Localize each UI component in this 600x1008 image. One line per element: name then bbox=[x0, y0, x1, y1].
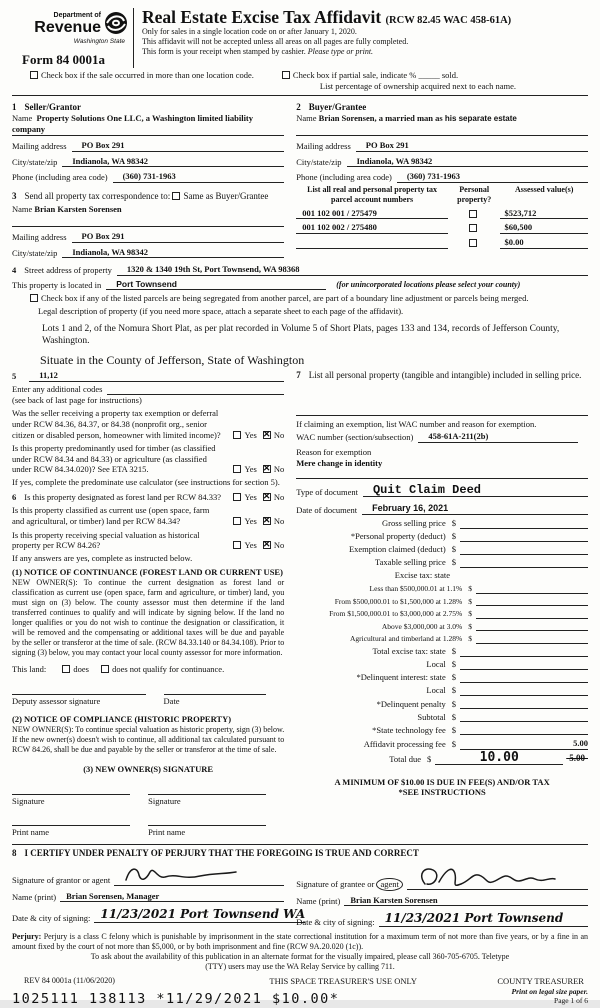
tax-row bbox=[296, 544, 588, 555]
section7-header: 7 List all personal property (tangible and intangible) included in selling price. bbox=[296, 370, 582, 381]
phone-label: Phone (including area code) bbox=[12, 172, 108, 183]
tax-rate-value[interactable] bbox=[476, 596, 588, 606]
footer bbox=[12, 976, 588, 987]
signature-label: Signature bbox=[12, 795, 45, 806]
does-checkbox[interactable] bbox=[62, 665, 70, 673]
yes-label: Yes bbox=[244, 540, 257, 551]
tax-row-label: Subtotal bbox=[417, 711, 446, 722]
tax-row-value[interactable] bbox=[460, 660, 588, 670]
tax-row-value[interactable] bbox=[460, 647, 588, 657]
question-text: Was the seller receiving a property tax exemption or deferral under RCW 84.36, 84.37, or 84.38 (nonprofit org., senior citizen or disabled person, homeowner with limited income)? bbox=[12, 408, 221, 440]
grantee-certify-column bbox=[294, 859, 588, 927]
header bbox=[12, 8, 588, 68]
tax-row-value[interactable]: 5.00 bbox=[460, 738, 588, 750]
dollar-sign: $ bbox=[451, 672, 456, 683]
tax-row bbox=[296, 699, 588, 710]
dollar-sign: $ bbox=[451, 738, 456, 749]
rev-number: REV 84 0001a (11/06/2020) bbox=[24, 976, 115, 986]
section3-header: 3 Send all property tax correspondence to: Same as Buyer/Grantee bbox=[12, 191, 269, 201]
section8-header: 8 I CERTIFY UNDER PENALTY OF PERJURY THAT THE FOREGOING IS TRUE AND CORRECT bbox=[12, 847, 419, 858]
treasurer-use-label: THIS SPACE TREASURER'S USE ONLY bbox=[269, 976, 417, 987]
seller-mailing-row bbox=[12, 140, 284, 152]
tax-row-label: Exemption claimed (deduct) bbox=[348, 544, 446, 555]
dollar-sign: $ bbox=[468, 584, 472, 594]
perjury-label: Perjury: bbox=[12, 932, 42, 942]
tax-rate-label: From $500,000.01 to $1,500,000 at 1.28% bbox=[334, 596, 463, 606]
tax-row-label: *Delinquent penalty bbox=[376, 698, 446, 709]
tax-row bbox=[296, 646, 588, 657]
segregation-checkbox[interactable] bbox=[30, 294, 38, 302]
subtitle-line-1: Only for sales in a single location code on or after January 1, 2020. bbox=[142, 27, 357, 37]
question-text: Is this property classified as current use (open space, farm and agricultural, or timber) land per RCW 84.34? bbox=[12, 505, 210, 526]
dollar-sign: $ bbox=[426, 754, 432, 765]
parcel-table bbox=[296, 185, 588, 249]
buyer-column bbox=[294, 99, 588, 259]
section2-header: 2 Buyer/Grantee bbox=[296, 101, 367, 112]
grantor-date-row bbox=[12, 907, 306, 923]
print-name-label: Print name bbox=[12, 827, 50, 838]
total-due-struck-value: -5.00- bbox=[566, 753, 588, 764]
yes-label: Yes bbox=[244, 515, 257, 526]
document-date-label: Date of document bbox=[296, 504, 358, 515]
grantor-name-value[interactable]: Brian Sorensen, Manager bbox=[60, 891, 284, 903]
tax-rate-label: Above $3,000,000 at 3.0% bbox=[381, 621, 463, 631]
additional-codes-value[interactable] bbox=[107, 385, 284, 395]
right-column bbox=[294, 370, 588, 837]
mailing-label: Mailing address bbox=[12, 141, 67, 152]
divider bbox=[12, 844, 588, 845]
dollar-sign: $ bbox=[451, 517, 456, 528]
document-type-row bbox=[296, 484, 588, 497]
no-label: No bbox=[273, 515, 285, 526]
multi-location-checkbox[interactable] bbox=[30, 71, 38, 79]
form-number: Form 84 0001a bbox=[22, 52, 106, 68]
seller-name-field[interactable] bbox=[12, 113, 284, 136]
grantee-signature-label: Signature of grantee or agent bbox=[296, 879, 407, 890]
tax-row bbox=[296, 672, 588, 683]
this-land-label: This land: bbox=[12, 664, 47, 674]
tax-row bbox=[296, 685, 588, 696]
correspondence-name-value: Brian Karsten Sorensen bbox=[34, 204, 122, 215]
logo-revenue-text: Revenue bbox=[34, 19, 101, 37]
notice2-title: (2) NOTICE OF COMPLIANCE (HISTORIC PROPERTY) bbox=[12, 714, 232, 725]
document-date-row bbox=[296, 503, 588, 515]
tax-rate-row bbox=[296, 584, 588, 594]
buyer-mailing-row bbox=[296, 140, 588, 152]
dollar-sign: $ bbox=[451, 557, 456, 568]
yes-no-group bbox=[227, 430, 284, 441]
no-checkbox[interactable] bbox=[263, 431, 271, 439]
tax-row-label: Total excise tax: state bbox=[372, 646, 446, 656]
wac-number-label: WAC number (section/subsection) bbox=[296, 432, 414, 443]
tax-row-label: Taxable selling price bbox=[375, 557, 446, 568]
additional-codes-label: Enter any additional codes bbox=[12, 384, 103, 394]
divider bbox=[12, 95, 588, 96]
seller-city-row bbox=[12, 156, 284, 168]
yes-checkbox[interactable] bbox=[233, 541, 241, 549]
name-print-label: Name (print) bbox=[12, 891, 57, 902]
minimum-fee-note: A MINIMUM OF $10.00 IS DUE IN FEE(S) AND/OR TAX bbox=[334, 776, 550, 787]
tax-row bbox=[296, 712, 588, 723]
buyer-name-value-2: his separate estate bbox=[444, 113, 517, 123]
dollar-sign: $ bbox=[468, 634, 472, 644]
county-treasurer-label: COUNTY TREASURER bbox=[497, 976, 584, 987]
dor-logo-icon bbox=[103, 10, 129, 36]
question-row bbox=[12, 505, 284, 526]
notice1-title: (1) NOTICE OF CONTINUANCE (FOREST LAND OR CURRENT USE) bbox=[12, 567, 283, 578]
reason-exemption-value[interactable]: Mere change in identity bbox=[296, 457, 383, 468]
wac-number-row bbox=[296, 431, 588, 443]
tax-row-value[interactable] bbox=[460, 673, 588, 683]
no-checkbox[interactable] bbox=[263, 465, 271, 473]
mailing-label: Mailing address bbox=[296, 140, 351, 151]
logo-state-text: Washington State bbox=[73, 38, 125, 45]
question-row bbox=[12, 492, 284, 503]
yes-checkbox[interactable] bbox=[233, 493, 241, 501]
assessed-value[interactable]: $523,712 bbox=[500, 208, 588, 220]
tax-row-label: *Delinquent interest: state bbox=[356, 672, 446, 683]
section5-note: If yes, complete the predominate use calculator (see instructions for section 5). bbox=[12, 477, 280, 487]
top-checkbox-row bbox=[30, 70, 588, 91]
tax-rate-row bbox=[296, 634, 588, 644]
dor-logo-block bbox=[12, 8, 134, 68]
parcel-number[interactable] bbox=[296, 239, 448, 249]
yes-label: Yes bbox=[244, 491, 257, 502]
total-due-value[interactable]: 10.00 bbox=[435, 752, 563, 765]
tax-row-value[interactable] bbox=[460, 699, 588, 709]
codes-note: (see back of last page for instructions) bbox=[12, 394, 142, 405]
legal-description-value[interactable]: Lots 1 and 2, of the Nomura Short Plat, as per plat recorded in Volume 5 of Short Plats, pages 133 and 134, records of Jefferson County, Washington. bbox=[42, 323, 560, 346]
seller-city-value[interactable]: Indianola, WA 98342 bbox=[62, 156, 284, 168]
dollar-sign: $ bbox=[468, 621, 472, 631]
tax-row-value[interactable] bbox=[460, 545, 588, 555]
yes-no-group bbox=[227, 516, 284, 527]
partial-sale-sublabel: List percentage of ownership acquired next to each name. bbox=[319, 81, 517, 91]
yes-label: Yes bbox=[244, 464, 257, 475]
notice2-body: NEW OWNER(S): To continue special valuation as historic property, sign (3) below. If the new owner(s) doesn't wish to continue, all additional tax calculated pursuant to RCW 84.26, shall be due and payable by the seller or transferor at the time of sale. bbox=[12, 724, 285, 754]
assessor-signature-row bbox=[12, 691, 284, 707]
located-in-row bbox=[12, 279, 588, 291]
grantor-certify-column bbox=[12, 859, 306, 927]
deputy-signature-label: Deputy assessor signature bbox=[12, 695, 101, 706]
tax-row bbox=[296, 659, 588, 670]
accessibility-note-1: To ask about the availability of this publication in an alternate format for the visually impaired, please call 360-705-6705. Teletype bbox=[90, 952, 510, 962]
correspondence-name bbox=[12, 204, 284, 215]
dollar-sign: $ bbox=[451, 531, 456, 541]
grantor-name-row bbox=[12, 891, 284, 903]
location-code-value[interactable]: 11,12 bbox=[29, 370, 284, 382]
tax-row bbox=[296, 557, 588, 568]
print-note: Print on legal size paper. bbox=[511, 986, 588, 996]
personal-property-col-header: Personal property? bbox=[457, 184, 492, 204]
additional-codes-row bbox=[12, 384, 284, 395]
assessed-value[interactable]: $0.00 bbox=[500, 237, 588, 249]
multi-location-label: Check box if the sale occurred in more than one location code. bbox=[41, 70, 254, 81]
correspondence-city-value[interactable]: Indianola, WA 98342 bbox=[62, 247, 284, 259]
correspondence-mailing-row bbox=[12, 231, 284, 243]
seller-name-value: Property Solutions One LLC, a Washington limited liability company bbox=[12, 112, 254, 134]
tax-rate-label: From $1,500,000.01 to $3,000,000 at 2.75% bbox=[329, 609, 463, 619]
question-row bbox=[12, 443, 284, 475]
personal-property-checkbox[interactable] bbox=[469, 210, 477, 218]
total-due-label: Total due bbox=[389, 754, 421, 765]
grantee-name-row bbox=[296, 895, 588, 907]
tax-row-value[interactable] bbox=[460, 519, 588, 529]
grantee-signature-row bbox=[296, 864, 588, 890]
agent-circled-word: agent bbox=[376, 878, 402, 891]
yes-no-group bbox=[227, 492, 284, 503]
grantee-signature-field[interactable] bbox=[407, 864, 588, 890]
tax-rate-label: Agricultural and timberland at 1.28% bbox=[349, 634, 463, 644]
located-in-label: This property is located in bbox=[12, 279, 102, 290]
new-owner-printname-row bbox=[12, 822, 284, 838]
seller-phone-value[interactable]: (360) 731-1963 bbox=[113, 171, 285, 183]
tax-row-label: Local bbox=[426, 685, 446, 696]
does-not-checkbox[interactable] bbox=[101, 665, 109, 673]
grantee-name-value[interactable]: Brian Karsten Sorensen bbox=[344, 895, 588, 907]
name-print-label: Name (print) bbox=[296, 895, 341, 906]
name-label: Name bbox=[296, 112, 317, 123]
parcel-row bbox=[296, 208, 588, 220]
print-note-block bbox=[415, 987, 588, 1008]
document-type-label: Type of document bbox=[296, 486, 358, 497]
location-code-row bbox=[12, 370, 284, 382]
left-column bbox=[12, 370, 294, 837]
tax-rate-label: Less than $500,000.01 at 1.1% bbox=[369, 584, 463, 594]
question-text: Is this property receiving special valuation as historical property per RCW 84.26? bbox=[12, 529, 200, 551]
yes-checkbox[interactable] bbox=[233, 431, 241, 439]
page-title: Real Estate Excise Tax Affidavit (RCW 82.45 WAC 458-61A) bbox=[142, 7, 512, 27]
this-land-row bbox=[12, 664, 284, 675]
correspondence-city-row bbox=[12, 247, 284, 259]
phone-label: Phone (including area code) bbox=[296, 172, 392, 183]
assessed-value-col-header: Assessed value(s) bbox=[514, 184, 574, 194]
grantor-signature-label: Signature of grantor or agent bbox=[12, 875, 111, 885]
tax-row-label: Gross selling price bbox=[381, 517, 446, 528]
excise-tax-header: Excise tax: state bbox=[394, 570, 450, 581]
parcel-row bbox=[296, 222, 588, 234]
owner-printname-cell[interactable] bbox=[148, 822, 266, 838]
wac-number-value[interactable]: 458-61A-211(2b) bbox=[418, 431, 578, 443]
tax-row-value[interactable] bbox=[460, 712, 588, 722]
correspondence-mailing-value[interactable]: PO Box 291 bbox=[72, 231, 285, 243]
tax-rate-value[interactable] bbox=[476, 634, 588, 644]
tax-rate-row bbox=[296, 609, 588, 619]
parcel-number[interactable]: 001 102 001 / 275479 bbox=[296, 208, 448, 220]
same-as-buyer-checkbox[interactable] bbox=[172, 192, 180, 200]
buyer-city-value[interactable]: Indianola, WA 98342 bbox=[347, 156, 588, 168]
seller-column bbox=[12, 99, 294, 259]
treasurer-stamp: 1025111 138113 *11/29/2021 $10.00* bbox=[12, 990, 340, 1007]
owner-signature-cell[interactable] bbox=[12, 791, 130, 807]
name-label: Name bbox=[12, 112, 33, 123]
yes-no-group bbox=[227, 464, 284, 475]
located-in-note: (for unincorporated locations please select your county) bbox=[336, 280, 521, 290]
buyer-phone-value[interactable]: (360) 731-1963 bbox=[397, 171, 588, 183]
tax-row-label: *Personal property (deduct) bbox=[350, 531, 446, 541]
tax-row bbox=[296, 738, 588, 750]
total-due-row bbox=[296, 752, 588, 765]
situate-heading: Situate in the County of Jefferson, State of Washington bbox=[40, 353, 305, 368]
dollar-sign: $ bbox=[451, 698, 456, 709]
buyer-name-field[interactable] bbox=[296, 113, 588, 124]
tax-rate-value[interactable] bbox=[476, 621, 588, 631]
tax-row-label: *State technology fee bbox=[372, 724, 446, 735]
buyer-name-value: Brian Sorensen, a married man as bbox=[318, 112, 443, 123]
yes-checkbox[interactable] bbox=[233, 517, 241, 525]
subtitle-line-3: This form is your receipt when stamped by cashier. Please type or print. bbox=[142, 47, 374, 57]
does-label: does bbox=[73, 664, 89, 674]
segregation-label: Check box if any of the listed parcels are being segregated from another parcel, are part of a boundary line adjustment or parcels being merged. bbox=[41, 293, 529, 304]
new-owner-signature-row bbox=[12, 791, 284, 807]
grantor-date-city-value[interactable]: 11/23/2021 Port Townsend WA bbox=[94, 907, 305, 923]
dollar-sign: $ bbox=[468, 609, 472, 619]
no-label: No bbox=[273, 429, 285, 440]
signature-label: Signature bbox=[148, 795, 181, 806]
title-rcw-code: (RCW 82.45 WAC 458-61A) bbox=[385, 15, 512, 26]
dollar-sign: $ bbox=[451, 659, 456, 670]
see-instructions-note: *SEE INSTRUCTIONS bbox=[398, 787, 486, 798]
owner-printname-cell[interactable] bbox=[12, 822, 130, 838]
excise-tax-header-row bbox=[296, 570, 588, 581]
exemption-intro: If claiming an exemption, list WAC number and reason for exemption. bbox=[296, 418, 537, 429]
street-address-row bbox=[12, 264, 588, 276]
partial-sale-label: Check box if partial sale, indicate % _____ sold. bbox=[292, 70, 459, 81]
personal-property-checkbox[interactable] bbox=[469, 239, 477, 247]
buyer-city-row bbox=[296, 156, 588, 168]
dollar-sign: $ bbox=[451, 685, 456, 696]
grantor-signature-field[interactable] bbox=[114, 864, 284, 886]
tax-row-value[interactable] bbox=[460, 558, 588, 568]
street-address-value[interactable]: 1320 & 1340 19th St, Port Townsend, WA 98368 bbox=[117, 264, 588, 276]
yes-checkbox[interactable] bbox=[233, 465, 241, 473]
notice3-title: (3) NEW OWNER(S) SIGNATURE bbox=[83, 763, 214, 774]
grantee-date-city-value[interactable]: 11/23/2021 Port Townsend bbox=[379, 911, 588, 927]
grantor-signature-image bbox=[120, 864, 240, 886]
document-type-value[interactable]: Quit Claim Deed bbox=[363, 484, 588, 497]
tax-rate-row bbox=[296, 621, 588, 631]
partial-sale-checkbox[interactable] bbox=[282, 71, 290, 79]
seller-mailing-value[interactable]: PO Box 291 bbox=[72, 140, 285, 152]
no-label: No bbox=[273, 491, 285, 502]
question-text: 6 Is this property designated as forest land per RCW 84.33? bbox=[12, 491, 221, 502]
city-label: City/state/zip bbox=[12, 156, 58, 167]
seller-phone-row bbox=[12, 171, 284, 183]
parcel-col-header: List all real and personal property tax parcel account numbers bbox=[307, 184, 438, 204]
personal-property-checkbox[interactable] bbox=[469, 224, 477, 232]
perjury-paragraph: Perjury: Perjury is a class C felony which is punishable by imprisonment in the state correctional institution for a maximum term of not more than five years, or by a fine in an amount fixed by the court of not more than $5,000, or by both imprisonment and fine (RCW 9A.20.020 (1c)). bbox=[12, 932, 589, 952]
dollar-sign: $ bbox=[451, 646, 456, 656]
parcel-row bbox=[296, 237, 588, 249]
date-label: Date bbox=[163, 695, 180, 706]
buyer-phone-row bbox=[296, 171, 588, 183]
page-number: Page 1 of 6 bbox=[554, 996, 588, 1006]
grantor-signature-row bbox=[12, 864, 284, 886]
city-label: City/state/zip bbox=[296, 156, 342, 167]
dollar-sign: $ bbox=[451, 544, 456, 555]
city-label: City/state/zip bbox=[12, 247, 58, 258]
subtitle-line-2: This affidavit will not be accepted unless all areas on all pages are fully completed. bbox=[142, 37, 409, 47]
name-label: Name bbox=[12, 204, 33, 215]
section1-header: 1 Seller/Grantor bbox=[12, 101, 81, 112]
deputy-signature-cell[interactable] bbox=[12, 691, 146, 707]
print-name-label: Print name bbox=[148, 827, 186, 838]
tax-row bbox=[296, 725, 588, 736]
partial-sale-option bbox=[282, 70, 516, 91]
mailing-label: Mailing address bbox=[12, 231, 67, 242]
tax-row-value[interactable] bbox=[460, 686, 588, 696]
divider bbox=[296, 478, 588, 479]
logo-dept-text: Department of bbox=[53, 12, 101, 20]
section5-number: 5 bbox=[12, 371, 17, 382]
no-label: No bbox=[273, 464, 285, 475]
same-as-buyer-label: Same as Buyer/Grantee bbox=[183, 191, 269, 201]
assessed-value[interactable]: $60,500 bbox=[500, 222, 588, 234]
no-checkbox[interactable] bbox=[263, 493, 271, 501]
tax-row bbox=[296, 518, 588, 529]
section4-header: 4 Street address of property bbox=[12, 265, 112, 276]
dollar-sign: $ bbox=[451, 724, 456, 735]
date-cell[interactable] bbox=[164, 691, 267, 707]
does-not-label: does not qualify for continuance. bbox=[112, 664, 225, 674]
multi-location-option bbox=[30, 70, 254, 91]
tax-row bbox=[296, 531, 588, 542]
grantee-signature-image bbox=[413, 864, 558, 890]
tax-row-value[interactable] bbox=[460, 725, 588, 735]
divider bbox=[296, 415, 588, 416]
tax-row-label: Affidavit processing fee bbox=[363, 738, 446, 749]
dollar-sign: $ bbox=[451, 711, 456, 722]
buyer-blank-line[interactable] bbox=[296, 124, 588, 136]
tax-rate-value[interactable] bbox=[476, 609, 588, 619]
personal-property-blank[interactable] bbox=[296, 382, 588, 412]
grantee-date-row bbox=[296, 911, 588, 927]
date-city-label: Date & city of signing: bbox=[296, 916, 375, 927]
parcel-number[interactable]: 001 102 002 / 275480 bbox=[296, 222, 448, 234]
tax-rate-row bbox=[296, 596, 588, 606]
tax-row-value[interactable] bbox=[460, 532, 588, 542]
question-row bbox=[12, 530, 284, 551]
segregation-option bbox=[30, 293, 588, 304]
dollar-sign: $ bbox=[468, 596, 472, 606]
no-label: No bbox=[273, 540, 285, 551]
buyer-mailing-value[interactable]: PO Box 291 bbox=[356, 140, 588, 152]
accessibility-note-2: (TTY) users may use the WA Relay Service by calling 711. bbox=[205, 962, 395, 972]
tax-rate-value[interactable] bbox=[476, 584, 588, 594]
section6-note: If any answers are yes, complete as instructed below. bbox=[12, 552, 193, 563]
date-city-label: Date & city of signing: bbox=[12, 912, 91, 923]
question-row bbox=[12, 408, 284, 440]
yes-no-group bbox=[227, 540, 284, 551]
tax-row-label: Local bbox=[426, 659, 446, 670]
yes-label: Yes bbox=[244, 429, 257, 440]
question-text: Is this property predominantly used for timber (as classified under RCW 84.34 and 84.33) or agriculture (as classified under RCW 84.34.020)? See ETA 3215. bbox=[12, 443, 216, 475]
correspondence-blank-line[interactable] bbox=[12, 215, 284, 227]
notice1-body: NEW OWNER(S): To continue the current designation as forest land or classification as current use (open space, farm and agriculture, or timber) land, you must sign on (3) below. The county assessor must then determine if the land transferred continues to qualify and will indicate by signing below. If the land no longer qualifies or you do not wish to continue the designation or classification, it will be removed and the compensating or additional taxes will be due and payable by the seller or transferor at the time of sale. (RCW 84.33.140 or 84.34.108). Prior to signing (3) below, you may contact your local county assessor for more information. bbox=[12, 578, 285, 657]
no-checkbox[interactable] bbox=[263, 541, 271, 549]
located-in-value[interactable]: Port Townsend bbox=[106, 279, 326, 291]
owner-signature-cell[interactable] bbox=[148, 791, 266, 807]
document-date-value[interactable]: February 16, 2021 bbox=[362, 503, 588, 515]
no-checkbox[interactable] bbox=[263, 517, 271, 525]
legal-description-label: Legal description of property (if you need more space, attach a separate sheet to each page of the affidavit). bbox=[38, 306, 404, 316]
reason-exemption-label: Reason for exemption bbox=[296, 446, 372, 457]
